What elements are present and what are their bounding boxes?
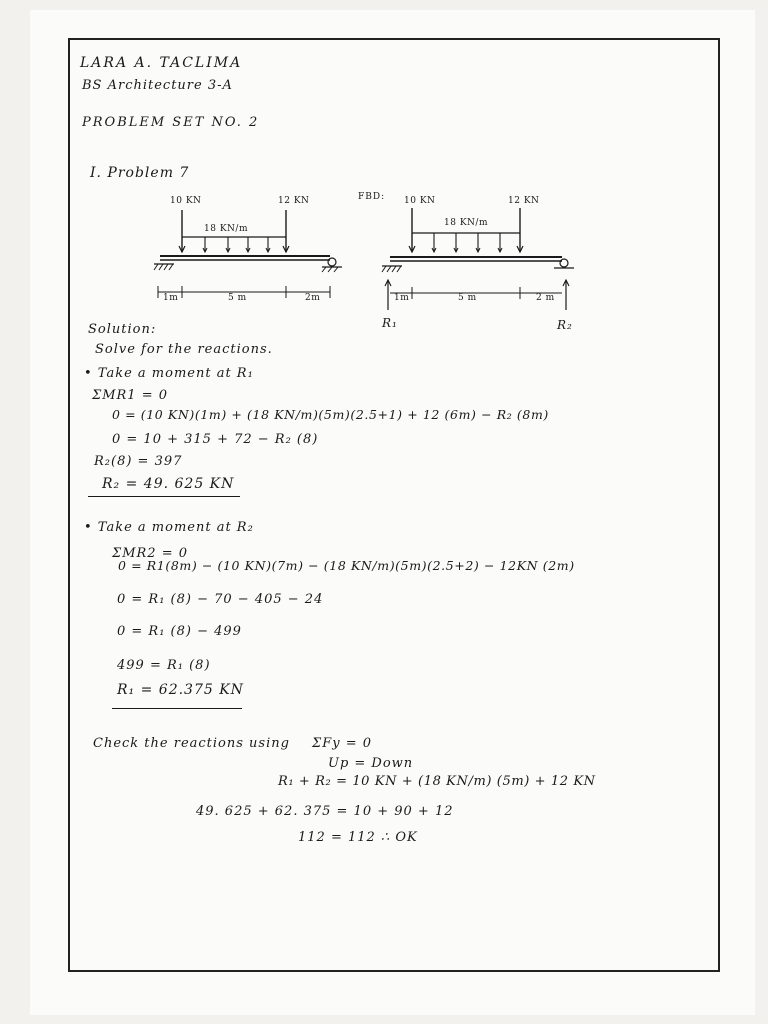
part1-product: R₂(8) = 397	[94, 454, 183, 469]
r1-result-underline	[112, 708, 242, 709]
problem-set-title: PROBLEM SET NO. 2	[82, 115, 260, 130]
part2-equation: 0 = R1(8m) − (10 KN)(7m) − (18 KN/m)(5m)(2.5+2) − 12KN (2m)	[118, 558, 575, 573]
r1-result: R₁ = 62.375 KN	[117, 682, 244, 698]
reaction-r1-label: R₁	[382, 316, 398, 330]
check-sum-fy: ΣFy = 0	[312, 736, 372, 751]
fbd-load-12kn-label: 12 KN	[508, 196, 540, 206]
solution-title: Solution:	[88, 322, 157, 337]
reaction-r2-label: R₂	[557, 318, 573, 332]
part2-moment-sum: ΣMR2 = 0	[112, 546, 188, 561]
fbd-distributed-load-label: 18 KN/m	[444, 218, 488, 228]
student-name: LARA A. TACLIMA	[80, 55, 243, 71]
part1-moment-sum: ΣMR1 = 0	[92, 388, 168, 403]
solution-intro: Solve for the reactions.	[95, 342, 273, 357]
r2-result: R₂ = 49. 625 KN	[102, 476, 235, 492]
check-heading: Check the reactions using	[93, 736, 290, 751]
part2-substitution: 0 = R₁ (8) − 70 − 405 − 24	[117, 592, 324, 607]
part2-product: 499 = R₁ (8)	[117, 658, 211, 673]
part1-equation: 0 = (10 KN)(1m) + (18 KN/m)(5m)(2.5+1) + 12 (6m) − R₂ (8m)	[112, 407, 549, 422]
problem-heading: I. Problem 7	[90, 165, 190, 181]
fbd-label: FBD:	[358, 192, 386, 202]
fbd-load-10kn-label: 10 KN	[404, 196, 436, 206]
dim-1m-label: 1m	[163, 293, 179, 303]
fbd-dim-5m-label: 5 m	[458, 293, 477, 303]
check-substitution: 49. 625 + 62. 375 = 10 + 90 + 12	[196, 804, 454, 819]
check-result: 112 = 112 ∴ OK	[298, 830, 418, 845]
part1-heading: • Take a moment at R₁	[84, 366, 254, 381]
load-12kn-label: 12 KN	[278, 196, 310, 206]
check-up-down: Up = Down	[328, 756, 414, 771]
fbd-dim-2m-label: 2 m	[536, 293, 555, 303]
course-line: BS Architecture 3-A	[82, 78, 233, 93]
part2-simplified: 0 = R₁ (8) − 499	[117, 624, 242, 639]
load-10kn-label: 10 KN	[170, 196, 202, 206]
r2-result-underline	[88, 496, 240, 497]
part1-substitution: 0 = 10 + 315 + 72 − R₂ (8)	[112, 432, 319, 447]
distributed-load-label: 18 KN/m	[204, 224, 248, 234]
check-sum-equation: R₁ + R₂ = 10 KN + (18 KN/m) (5m) + 12 KN	[278, 774, 596, 789]
fbd-dim-1m-label: 1m	[394, 293, 410, 303]
part2-heading: • Take a moment at R₂	[84, 520, 254, 535]
dim-2m-label: 2m	[305, 293, 321, 303]
dim-5m-label: 5 m	[228, 293, 247, 303]
